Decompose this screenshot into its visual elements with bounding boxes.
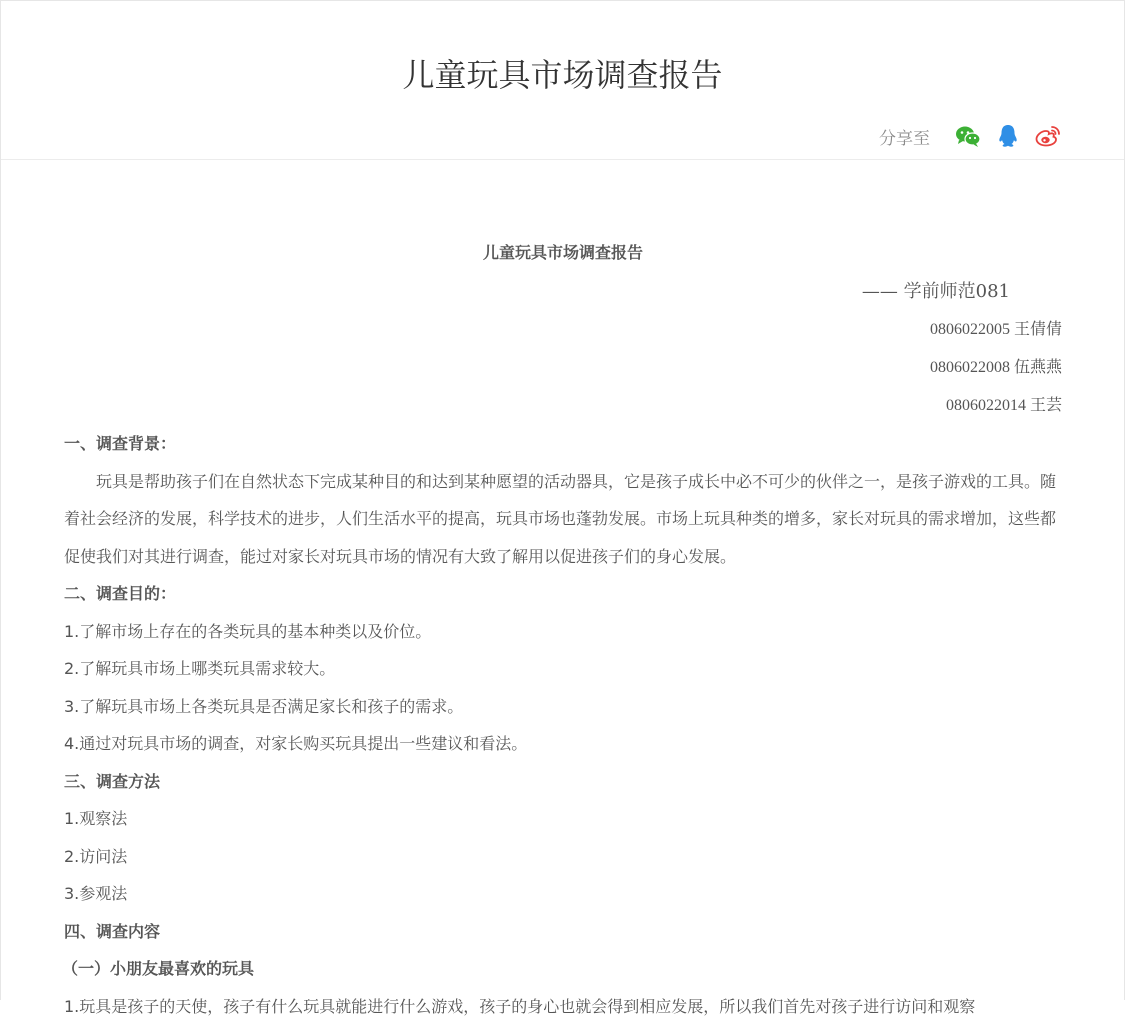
section-heading-purpose: 二、调查目的： (64, 575, 1062, 613)
weibo-icon[interactable] (1034, 122, 1062, 150)
method-item: 3.参观法 (64, 875, 1062, 913)
method-item: 1.观察法 (64, 800, 1062, 838)
section-heading-method: 三、调查方法 (64, 763, 1062, 801)
purpose-item: 4.通过对玩具市场的调查，对家长购买玩具提出一些建议和看法。 (64, 725, 1062, 763)
purpose-item: 2.了解玩具市场上哪类玩具需求较大。 (64, 650, 1062, 688)
article-byline: —— 学前师范081 (64, 273, 1062, 311)
page-header (1, 1, 1124, 160)
qq-icon[interactable] (994, 122, 1022, 150)
section-heading-content: 四、调查内容 (64, 913, 1062, 951)
share-label: 分享至 (879, 124, 930, 149)
content-paragraph: 1.玩具是孩子的天使，孩子有什么玩具就能进行什么游戏，孩子的身心也就会得到相应发展，所以我们首先对孩子进行访问和观察 (64, 988, 1062, 1025)
member-line: 0806022014 王芸 (64, 387, 1062, 425)
purpose-item: 1.了解市场上存在的各类玩具的基本种类以及价位。 (64, 613, 1062, 651)
purpose-item: 3.了解玩具市场上各类玩具是否满足家长和孩子的需求。 (64, 688, 1062, 726)
member-line: 0806022005 王倩倩 (64, 311, 1062, 349)
wechat-icon[interactable] (954, 122, 982, 150)
section-heading-background: 一、调查背景： (64, 425, 1062, 463)
share-bar (879, 121, 1062, 151)
page-title: 儿童玩具市场调查报告 (1, 53, 1124, 97)
article-body (64, 233, 1062, 1025)
member-line: 0806022008 伍燕燕 (64, 349, 1062, 387)
subsection-heading: （一）小朋友最喜欢的玩具 (62, 950, 1062, 988)
background-paragraph: 玩具是帮助孩子们在自然状态下完成某种目的和达到某种愿望的活动器具，它是孩子成长中必不可少的伙伴之一，是孩子游戏的工具。随着社会经济的发展，科学技术的进步，人们生活水平的提高，玩具市场也蓬勃发展。市场上玩具种类的增多，家长对玩具的需求增加，这些都促使我们对其进行调查，能过对家长对玩具市场的情况有大致了解用以促进孩子们的身心发展。 (64, 463, 1062, 576)
method-item: 2.访问法 (64, 838, 1062, 876)
article-title: 儿童玩具市场调查报告 (64, 233, 1062, 273)
